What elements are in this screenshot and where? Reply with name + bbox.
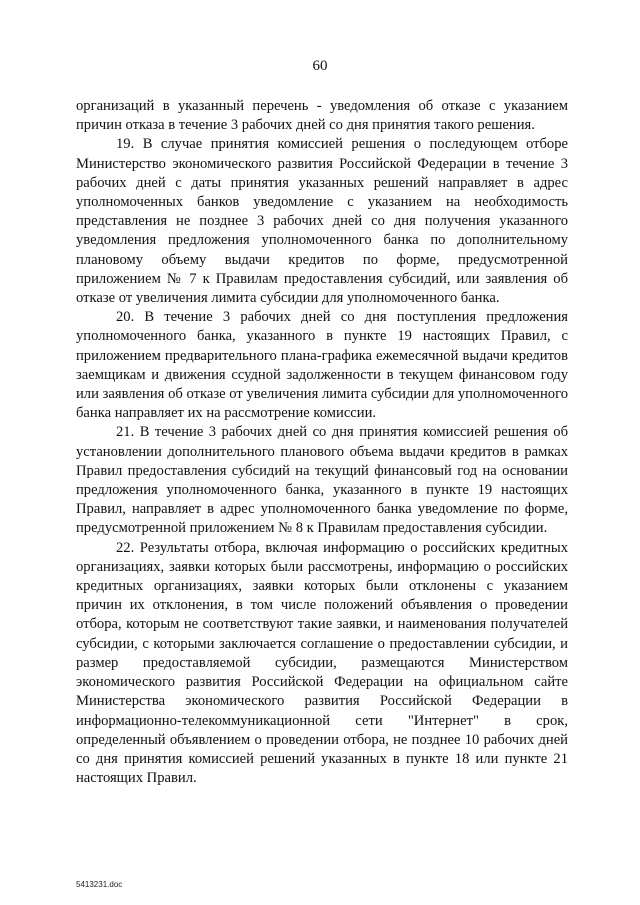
page-number: 60	[312, 58, 328, 74]
footer-file-name: 5413231.doc	[76, 880, 123, 889]
paragraph-clause-19: 19. В случае принятия комиссией решения о последующем отборе Министерство экономического развития Российской Федерации в течение 3 рабочих дней с даты принятия указанных решений направляет в адрес уполномоченных банков уведомление с указанием на необходимость представления не позднее 3 рабочих дней со дня получения указанного уведомления предложения уполномоченного банка по дополнительному плановому объему выдачи кредитов по форме, предусмотренной приложением № 7 к Правилам предоставления субсидий, или заявления об отказе от увеличения лимита субсидии для уполномоченного банка.	[76, 136, 568, 307]
paragraph-clause-21: 21. В течение 3 рабочих дней со дня принятия комиссией решения об установлении дополнительного планового объема выдачи кредитов в рамках Правил предоставления субсидий на текущий финансовый год на основании предложения уполномоченного банка, указанного в пункте 19 настоящих Правил, направляет в адрес уполномоченного банка уведомление по форме, предусмотренной приложением № 8 к Правилам предоставления субсидии.	[76, 424, 568, 537]
paragraph-clause-20: 20. В течение 3 рабочих дней со дня поступления предложения уполномоченного банка, указанного в пункте 19 настоящих Правил, с приложением предварительного плана-графика ежемесячной выдачи кредитов заемщикам и движения ссудной задолженности в текущем финансовом году или заявления об отказе от увеличения лимита субсидии для уполномоченного банка направляет их на рассмотрение комиссии.	[76, 309, 568, 422]
paragraph-continuation: организаций в указанный перечень - уведомления об отказе с указанием причин отказа в течение 3 рабочих дней со дня принятия такого решения.	[76, 98, 568, 134]
document-body	[76, 97, 568, 788]
paragraph-clause-22: 22. Результаты отбора, включая информацию о российских кредитных организациях, заявки которых были рассмотрены, информацию о российских кредитных организациях, заявки которых были отклонены с указанием причин их отклонения, в том числе положений объявления о проведении отбора, которым не соответствуют такие заявки, и наименования получателей субсидии, с которыми заключается соглашение о предоставлении субсидии, и размер предоставляемой субсидии, размещаются Министерством экономического развития Российской Федерации на официальном сайте Министерства экономического развития Российской Федерации в информационно-телекоммуникационной сети "Интернет" в срок, определенный объявлением о проведении отбора, не позднее 10 рабочих дней со дня принятия комиссией решений указанных в пункте 18 или пункте 21 настоящих Правил.	[76, 539, 568, 787]
